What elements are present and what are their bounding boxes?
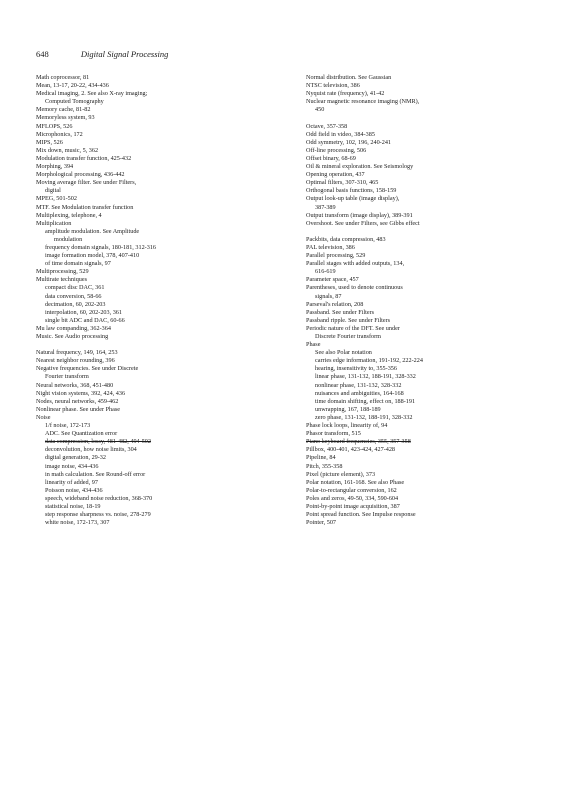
index-subentry: interpolation, 60, 202-203, 361 xyxy=(45,308,122,316)
index-subentry: nuisances and ambiguities, 164-168 xyxy=(315,389,404,397)
index-entry: Microphonics, 172 xyxy=(36,130,83,138)
index-entry: Polar notation, 161-168. See also Phase xyxy=(306,478,405,486)
index-entry: Output transform (image display), 389-391 xyxy=(306,211,413,219)
index-entry: Optimal filters, 307-310, 465 xyxy=(306,179,379,187)
index-subentry: digital generation, 29-32 xyxy=(45,454,106,462)
index-subentry: Fourier transform xyxy=(45,373,89,381)
index-entry: Nyquist rate (frequency), 41-42 xyxy=(306,90,385,98)
index-entry: Parallel processing, 529 xyxy=(306,252,366,260)
index-entry: Offset binary, 68-69 xyxy=(306,154,356,162)
index-entry: Nearest neighbor rounding, 396 xyxy=(36,357,115,365)
index-entry: Parallel stages with added outputs, 134, xyxy=(306,260,405,268)
index-entry: Phase lock loops, linearity of, 94 xyxy=(306,422,388,430)
index-subentry: data compression, lossy, 481-482, 494-502 xyxy=(45,438,151,446)
index-subentry: See also Polar notation xyxy=(315,349,372,357)
index-entry: MPEG, 501-502 xyxy=(36,195,77,203)
index-subentry: speech, wideband noise reduction, 368-370 xyxy=(45,494,153,502)
index-entry: Passband. See under Filters xyxy=(306,308,375,316)
index-entry: Multirate techniques xyxy=(36,276,88,284)
index-subentry: 616-619 xyxy=(315,268,336,276)
index-entry: Poles and zeros, 49-50, 334, 590-604 xyxy=(306,494,399,502)
index-subentry: Computed Tomography xyxy=(45,98,104,106)
index-subentry: nonlinear phase, 131-132, 328-332 xyxy=(315,381,402,389)
index-entry: Negative frequencies. See under Discrete xyxy=(36,365,139,373)
index-subentry: image noise, 434-436 xyxy=(45,462,99,470)
index-entry: MFLOPS, 526 xyxy=(36,122,73,130)
index-entry: Pointer, 507 xyxy=(306,519,337,527)
index-entry: Oil & mineral exploration. See Seismology xyxy=(306,163,414,171)
index-subentry: unwrapping, 167, 188-189 xyxy=(315,405,381,413)
index-entry: Output look-up table (image display), xyxy=(306,195,400,203)
index-entry: Pillbox, 400-401, 423-424, 427-428 xyxy=(306,446,396,454)
index-subentry: ADC. See Quantization error xyxy=(45,430,118,438)
index-entry: Memoryless system, 93 xyxy=(36,114,95,122)
index-entry: Pipeline, 84 xyxy=(306,454,336,462)
index-entry: Math coprocessor, 81 xyxy=(36,74,90,81)
index-subentry: zero phase, 131-132, 188-191, 328-332 xyxy=(315,413,413,421)
index-entry: Natural frequency, 149, 164, 253 xyxy=(36,349,118,357)
page-number: 648 xyxy=(36,49,49,59)
index-subentry: Poisson noise, 434-436 xyxy=(45,486,103,494)
index-entry: Mix down, music, 5, 362 xyxy=(36,146,99,154)
index-subentry: statistical noise, 18-19 xyxy=(45,502,101,510)
index-subentry: data conversion, 58-66 xyxy=(45,292,102,300)
index-entry: Point-by-point image acquisition, 387 xyxy=(306,502,400,510)
index-entry: Phase xyxy=(306,341,321,349)
index-entry: Morphological processing, 436-442 xyxy=(36,171,125,179)
book-title: Digital Signal Processing xyxy=(80,49,169,59)
index-entry: Piano keyboard frequencies, 355, 357-358 xyxy=(306,438,411,446)
index-entry: Point spread function. See Impulse response xyxy=(306,511,416,519)
index-entry: MTF. See Modulation transfer function xyxy=(36,203,134,211)
index-entry: Multiplication xyxy=(36,219,72,227)
index-entry: Memory cache, 81-82 xyxy=(36,106,91,114)
index-subentry: 450 xyxy=(315,106,325,114)
index-entry: Off-line processing, 506 xyxy=(306,146,367,154)
index-entry: Passband ripple. See under Filters xyxy=(306,316,391,324)
index-subentry: carries edge information, 191-192, 222-224 xyxy=(315,357,423,365)
index-entry: Nuclear magnetic resonance imaging (NMR), xyxy=(306,98,420,106)
index-subentry: linearity of added, 97 xyxy=(45,478,98,486)
index-subentry: compact disc DAC, 361 xyxy=(45,284,105,292)
index-column-left xyxy=(36,74,268,527)
index-subentry: time domain shifting, effect on, 188-191 xyxy=(315,397,416,405)
index-entry: Moving average filter. See under Filters, xyxy=(36,179,137,187)
index-entry: Normal distribution. See Gaussian xyxy=(306,74,392,81)
index-entry: Packbits, data compression, 483 xyxy=(306,235,386,243)
index-entry: Medical imaging, 2. See also X-ray imaging; xyxy=(36,90,148,98)
index-subentry: Discrete Fourier transform xyxy=(315,333,381,340)
index-subentry: digital xyxy=(45,187,61,195)
section-gap xyxy=(306,114,538,122)
index-entry: Parentheses, used to denote continuous xyxy=(306,284,403,292)
index-entry: Nonlinear phase. See under Phase xyxy=(36,405,121,413)
section-gap xyxy=(306,228,538,236)
index-subentry: signals, 87 xyxy=(315,292,342,300)
index-entry: Pitch, 355-358 xyxy=(306,462,343,470)
index-subentry: deconvolution, how noise limits, 304 xyxy=(45,446,137,454)
index-subentry: linear phase, 131-132, 188-191, 328-332 xyxy=(315,373,416,381)
index-entry: Multiprocessing, 529 xyxy=(36,268,89,276)
index-entry: Multiplexing, telephone, 4 xyxy=(36,211,102,219)
index-entry: Night vision systems, 392, 424, 436 xyxy=(36,389,126,397)
index-subentry: modulation xyxy=(54,235,83,243)
index-entry: Pixel (picture element), 373 xyxy=(306,470,376,478)
index-subentry: 387-389 xyxy=(315,203,336,211)
index-entry: Polar-to-rectangular conversion, 162 xyxy=(306,486,397,494)
index-entry: Music. See Audio processing xyxy=(36,333,109,340)
index-subentry: amplitude modulation. See Amplitude xyxy=(45,227,140,235)
index-entry: Opening operation, 437 xyxy=(306,171,365,179)
index-entry: Odd symmetry, 102, 196, 240-241 xyxy=(306,138,392,146)
index-entry: PAL television, 386 xyxy=(306,243,355,251)
index-entry: Morphing, 394 xyxy=(36,163,74,171)
page-header xyxy=(36,49,168,59)
index-entry: Nodes, neural networks, 459-462 xyxy=(36,397,119,405)
index-entry: Orthogonal basis functions, 158-159 xyxy=(306,187,397,195)
index-subentry: frequency domain signals, 180-181, 312-316 xyxy=(45,243,157,251)
index-column-right xyxy=(306,74,538,527)
index-entry: Parseval's relation, 208 xyxy=(306,300,364,308)
index-entry: Mu law companding, 362-364 xyxy=(36,324,111,332)
index-entry: Overshoot. See under Filters, see Gibbs effect xyxy=(306,219,420,227)
index-subentry: decimation, 60, 202-203 xyxy=(45,300,106,308)
index-entry: NTSC television, 386 xyxy=(306,82,360,90)
index-subentry: in math calculation. See Round-off error xyxy=(45,470,146,478)
index-entry: Mean, 13-17, 20-22, 434-436 xyxy=(36,82,109,90)
index-entry: Noise xyxy=(36,413,51,421)
section-gap xyxy=(36,341,268,349)
index-subentry: hearing, insensitivity to, 355-356 xyxy=(315,365,397,373)
index-subentry: of time domain signals, 97 xyxy=(45,260,111,268)
index-subentry: single bit ADC and DAC, 60-66 xyxy=(45,316,125,324)
index-entry: Neural networks, 368, 451-480 xyxy=(36,381,114,389)
index-subentry: 1/f noise, 172-173 xyxy=(45,422,91,430)
index-entry: Parameter space, 457 xyxy=(306,276,359,284)
index-entry: Odd field in video, 384-385 xyxy=(306,130,375,138)
index-subentry: step response sharpness vs. noise, 278-279 xyxy=(45,511,151,519)
index-entry: Phasor transform, 515 xyxy=(306,430,361,438)
index-subentry: image formation model, 378, 407-410 xyxy=(45,252,140,260)
index-entry: MIPS, 526 xyxy=(36,138,63,146)
index-entry: Modulation transfer function, 425-432 xyxy=(36,154,132,162)
index-entry: Periodic nature of the DFT. See under xyxy=(306,324,400,332)
index-subentry: white noise, 172-173, 307 xyxy=(45,519,110,527)
index-entry: Octave, 357-358 xyxy=(306,122,348,130)
